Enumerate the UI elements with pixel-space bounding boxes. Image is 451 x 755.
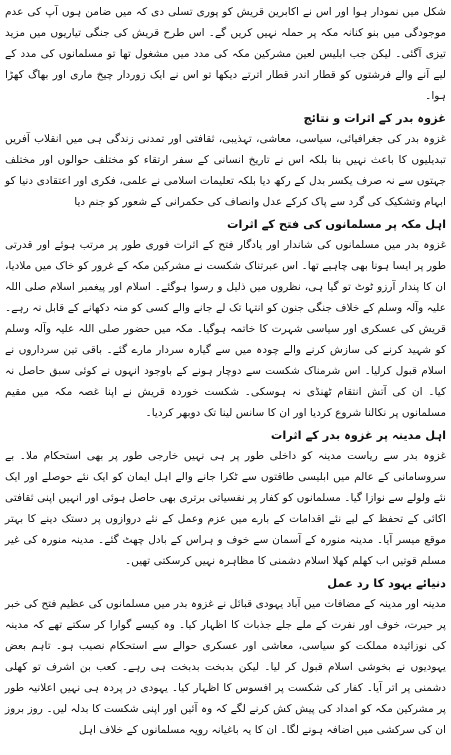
effects-results-paragraph: غزوہ بدر کی جغرافیائی، سیاسی، معاشی، تہذیبی، ثقافتی اور تمدنی زندگی ہی میں انقلاب آفریں تبدیلیوں کا باعث نہیں بنا بلکہ اس نے تاریخ انسانی کے سفر ارتقاء کو مختلف حوالوں اور مختلف جہتوں سے نہ صرف یکسر بدل کے رکھ دیا بلکہ تعلیمات اسلامی نے علمی، فکری اور اعتقادی دنیا کو ابہام وتشکیک کی گرد سے پاک کرکے عدل وانصاف کی حکمرانی کے شعور کو جنم دیا <box>5 133 446 208</box>
section-heading-jewish-reaction: دنیائے یہود کا رد عمل <box>327 576 446 590</box>
section-heading-makkah-effects: اہل مکہ پر مسلمانوں کی فتح کے اثرات <box>227 217 446 231</box>
makkah-effects-paragraph: غزوہ بدر میں مسلمانوں کی شاندار اور یادگار فتح کے اثرات فوری طور پر مرتب ہوئے اور قدرتی طور پر ایسا ہونا بھی چاہیے تھا۔ اس عبرتناک شکست نے مشرکین مکہ کے غرور کو خاک میں ملادیا، ان کا پندار آرزو ٹوٹ تو گیا ہی، نظروں میں ذلیل و رسوا ہوگئے۔ اسلام اور پیغمبر اسلام صلی اللہ علیہ وآلہ وسلم کے خلاف جنگی جنون کو انتہا تک لے جانے والے کسی کو منہ دکھانے کے قابل نہ رہے۔ قریش کی عسکری اور سیاسی شہرت کا خاتمہ ہوگیا۔ مکہ میں حضور صلی اللہ علیہ وآلہ وسلم کو شہید کرنے کی سازش کرنے والے چودہ میں سے گیارہ سردار مارے گئے۔ باقی تین سرداروں نے اسلام قبول کرلیا۔ اس شرمناک شکست سے دوچار ہونے کے باوجود انہوں نے کوئی سبق حاصل نہ کیا۔ ان کی آتش انتقام ٹھنڈی نہ ہوسکی۔ شکست خوردہ قریش نے اپنا غصہ مکہ میں مقیم مسلمانوں پر نکالنا شروع کردیا اور ان کا سانس لینا تک دوبھر کردیا۔ <box>5 239 446 419</box>
madinah-effects-paragraph: غزوہ بدر سے ریاست مدینہ کو داخلی طور پر ہی نہیں خارجی طور پر بھی استحکام ملا۔ بے سروسامانی کے عالم میں ابلیسی طاقتوں سے ٹکرا جانے والے اہل ایمان کو ایک نئے حوصلے اور ایک نئے ولولے سے نوازا گیا۔ مسلمانوں کو کفار پر نفسیاتی برتری بھی حاصل ہوئی اور انہیں اپنی ثقافتی اکائی کے تحفظ کے لیے نئے اقدامات کے بارے میں عزم وعمل کے نئے دروازوں پر دستک دینے کا بہتر موقع میسر آیا۔ مدینہ منورہ کے آسمان سے خوف و ہراس کے بادل چھٹ گئے۔ مدینہ منورہ کی غیر مسلم قوتیں اب کھلم کھلا اسلام دشمنی کا مظاہرہ نہیں کرسکتی تھیں۔ <box>5 450 446 567</box>
jewish-reaction-paragraph: مدینہ اور مدینہ کے مضافات میں آباد یہودی قبائل نے غزوہ بدر میں مسلمانوں کی عظیم فتح کی خبر پر حیرت، خوف اور نفرت کے ملے جلے جذبات کا اظہار کیا۔ وہ کیسے گوارا کر سکتے تھے کہ مدینہ کی نوزائیدہ مملکت کو سیاسی، معاشی اور عسکری حوالے سے استحکام نصیب ہو۔ تاہم بعض یہودیوں نے بخوشی اسلام قبول کر لیا۔ لیکن بدبخت بدبخت ہی رہے۔ کعب بن اشرف تو کھلی دشمنی پر اتر آیا۔ کفار کی شکست پر افسوس کا اظہار کیا۔ یہودی در پردہ ہی نہیں اعلانیہ طور پر مشرکین مکہ کو امداد کی پیش کش کرنے لگے کہ وہ آئیں اور اپنی شکست کا بدلہ لیں۔ روز بروز ان کی سرکشی میں اضافہ ہونے لگا۔ ان کا یہ باغیانہ رویہ مسلمانوں کے خلاف اہل <box>5 598 446 736</box>
section-heading-madinah-effects: اہل مدینہ پر غزوہ بدر کے اثرات <box>270 428 446 442</box>
intro-paragraph: شکل میں نمودار ہوا اور اس نے اکابرین قریش کو پوری تسلی دی کہ میں ضامن ہوں آپ کی عدم موجودگی میں بنو کنانہ مکہ پر حملہ نہیں کریں گے۔ اس طرح قریش کی جنگی تیاریوں میں مزید تیزی آگئی۔ لیکن جب ابلیس لعین مشرکین مکہ کی مدد میں مشغول تھا تو مسلمانوں کی مدد کے لیے آنے والے فرشتوں کو قطار اندر قطار اترتے دیکھا تو اس نے ایک زوردار چیخ ماری اور بھاگ کھڑا ہوا۔ <box>5 6 446 102</box>
article-body <box>5 2 446 741</box>
section-heading-effects-results: غزوہ بدر کے اثرات و نتائج <box>303 111 446 125</box>
